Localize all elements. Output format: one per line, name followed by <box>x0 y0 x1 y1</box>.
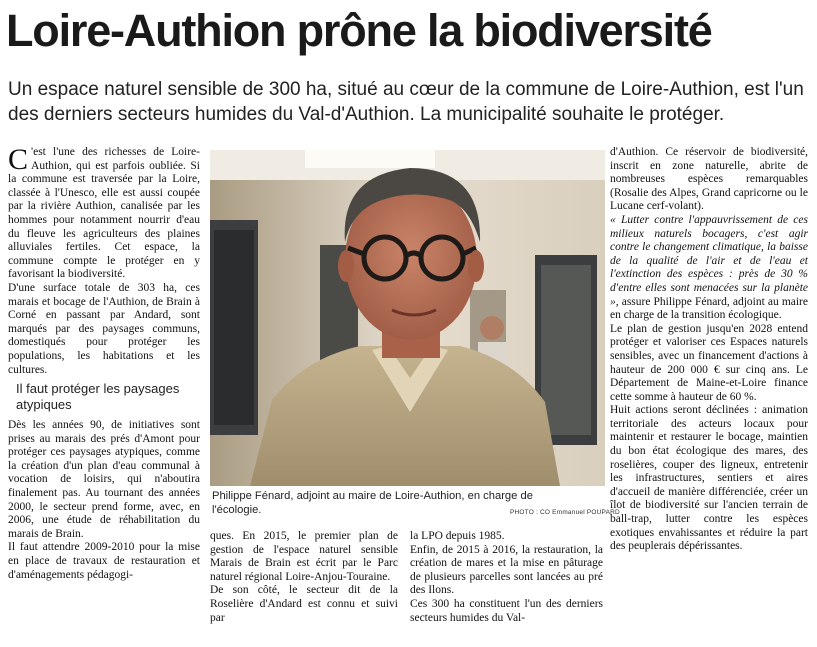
paragraph: Huit actions seront déclinées : animation territoriale des acteurs locaux pour maintenir et restaurer le bocage, maintien du bon état écologique des mares, des roselières, couper des ligneux, entretenir les infrastructures, sentiers et aires d'accueil de manière différenciée, créer un îlot de biodiversité sur l'ancien terrain de ball-trap, lutter contre les espèces exotiques envahissantes et réduire la part des peuplerais dépérissantes. <box>610 404 808 553</box>
photo-illustration <box>210 150 605 486</box>
quote-attribution: , assure Philippe Fénard, adjoint au maire en charge de la transition écologique. <box>610 295 808 322</box>
drop-cap: C <box>8 143 29 176</box>
headline: Loire-Authion prône la biodiversité <box>6 5 712 56</box>
quote: « Lutter contre l'appauvrissement de ces milieux naturels bocagers, c'est agir contre le changement climatique, la baisse de la qualité de l'air et de l'eau et l'extinction des espèces : près de 30 % d'entre elles sont menacées sur la planète » <box>610 213 808 308</box>
paragraph: ques. En 2015, le premier plan de gestion de l'espace naturel sensible Marais de Brain est écrit par le Parc naturel régional Loire-Anjou-Touraine. <box>210 530 398 583</box>
paragraph: Enfin, de 2015 à 2016, la restauration, la création de mares et la mise en pâturage de plusieurs parcelles sont lancées au pré des Ilons. <box>410 543 603 597</box>
paragraph: De son côté, le secteur dit de la Roselière d'Andard est connu et suivi par <box>210 584 398 624</box>
portrait-photo <box>210 150 605 486</box>
paragraph: d'Authion. Ce réservoir de biodiversité, inscrit en zone naturelle, abrite de nombreuses espèces remarquables (Rosalie des Alpes, Grand capricorne ou le Lucane cerf-volant). <box>610 146 808 213</box>
paragraph-text: 'est l'une des richesses de Loire-Authion, qui est parfois oubliée. Si la commune est traversée par la Loire, classée à l'Unesco, elle est aussi coupée par la rivière Authion, canalisée par les hommes pour notamment nourrir d'eau du fleuve les agriculteurs des plaines alluviales fertiles. Cet espace, la commune compte le protéger en y favorisant la biodiversité. <box>8 146 200 281</box>
photo-caption: Philippe Fénard, adjoint au maire de Loire-Authion, en charge de l'écologie. <box>212 490 533 516</box>
paragraph <box>610 214 808 323</box>
photo-credit: PHOTO : CO Emmanuel POUPARD <box>510 509 620 516</box>
paragraph: D'une surface totale de 303 ha, ces marais et bocage de l'Authion, de Brain à Corné en passant par Andard, sont marqués par des paysages communs, domestiqués pour protéger les populations, les habitations et les cultures. <box>8 281 200 376</box>
paragraph: la LPO depuis 1985. <box>410 530 505 542</box>
article-column-3 <box>210 530 398 625</box>
paragraph: Il faut attendre 2009-2010 pour la mise en place de travaux de restauration et d'aménagements pédagogi- <box>8 541 200 581</box>
paragraph: Le plan de gestion jusqu'en 2028 entend protéger et valoriser ces Espaces naturels sensibles, avec un financement d'actions à hauteur de 200 000 € sur cinq ans. Le Département de Maine-et-Loire finance cette somme à hauteur de 60 %. <box>610 322 808 403</box>
article-column-4 <box>410 530 603 625</box>
article-column-2 <box>610 146 808 554</box>
paragraph <box>8 143 200 282</box>
paragraph: Ces 300 ha constituent l'un des derniers secteurs humides du Val- <box>410 597 603 624</box>
section-subheading: Il faut protéger les paysages atypiques <box>16 381 180 413</box>
paragraph: Dès les années 90, de initiatives sont prises au marais des prés d'Amont pour protéger ces paysages atypiques, comme la création d'un plan d'eau communal à vocation de loisirs, qui n'aboutira finalement pas. Au tournant des années 2000, le secteur prend forme, avec, en 2006, une étude de réhabilitation du marais de Brain. <box>8 419 200 540</box>
article-column-1 <box>8 143 200 582</box>
subheadline: Un espace naturel sensible de 300 ha, situé au cœur de la commune de Loire-Authion, est l'un des derniers secteurs humides du Val-d'Authion. La municipalité souhaite le protéger. <box>8 79 804 125</box>
